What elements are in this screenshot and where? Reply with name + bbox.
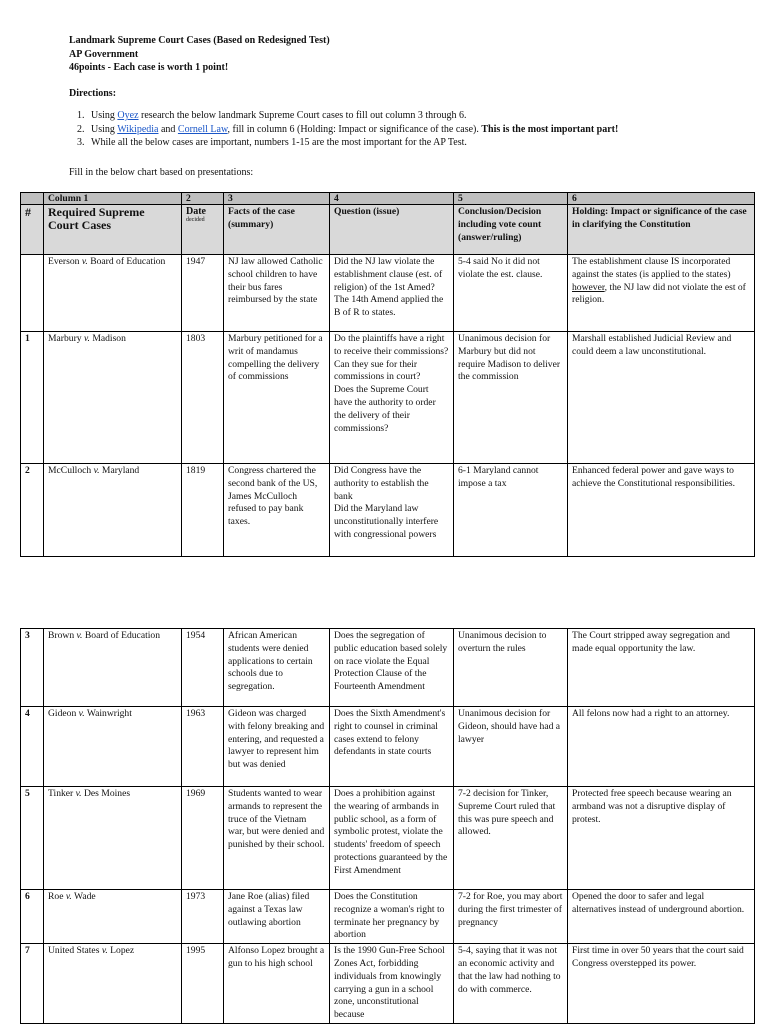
num-cell: 5 (21, 787, 44, 890)
case-row (21, 944, 755, 1024)
holding-cell: Protected free speech because wearing an armband was not a disruptive display of protest. (568, 787, 755, 890)
direction-item: 1. Using Oyez research the below landmark Supreme Court cases to fill out column 3 through 6. (87, 109, 747, 123)
num-cell: 2 (21, 464, 44, 557)
oyez-link[interactable]: Oyez (117, 110, 139, 121)
document-header (69, 34, 330, 75)
case-name-cell: Marbury v. Madison (44, 332, 182, 464)
cases-table-bottom (20, 628, 755, 1024)
conclusion-cell: 7-2 for Roe, you may abort during the first trimester of pregnancy (454, 890, 568, 944)
year-cell: 1969 (182, 787, 224, 890)
conclusion-cell: Unanimous decision for Marbury but did not require Madison to deliver the commission (454, 332, 568, 464)
num-cell (21, 255, 44, 332)
header-row (21, 205, 755, 255)
conclusion-cell: Unanimous decision to overturn the rules (454, 629, 568, 707)
directions-list (69, 109, 747, 150)
question-cell: Did the NJ law violate the establishment clause (est. of religion) of the 1st Amed? The 14th Amend applied the B of R to states. (330, 255, 454, 332)
holding-cell: First time in over 50 years that the court said Congress overstepped its power. (568, 944, 755, 1024)
case-row (21, 787, 755, 890)
header-date: Date decided (182, 205, 224, 255)
holding-cell: The Court stripped away segregation and made equal opportunity the law. (568, 629, 755, 707)
year-cell: 1995 (182, 944, 224, 1024)
num-cell: 4 (21, 707, 44, 787)
header-holding: Holding: Impact or significance of the case in clarifying the Constitution (568, 205, 755, 255)
points-note: 46points - Each case is worth 1 point! (69, 62, 229, 73)
column-number-row: Column 1 2 3 4 5 6 (21, 193, 755, 205)
holding-cell: All felons now had a right to an attorney. (568, 707, 755, 787)
question-cell: Is the 1990 Gun-Free School Zones Act, forbidding individuals from knowingly carrying a gun in a school zone, unconstitutional because (330, 944, 454, 1024)
case-name-cell: United States v. Lopez (44, 944, 182, 1024)
facts-cell: African American students were denied applications to certain schools due to segregation. (224, 629, 330, 707)
year-cell: 1963 (182, 707, 224, 787)
conclusion-cell: Unanimous decision for Gideon, should have had a lawyer (454, 707, 568, 787)
case-row (21, 707, 755, 787)
facts-cell: Alfonso Lopez brought a gun to his high school (224, 944, 330, 1024)
fill-instruction: Fill in the below chart based on presentations: (69, 167, 254, 178)
num-cell: 1 (21, 332, 44, 464)
year-cell: 1973 (182, 890, 224, 944)
case-name-cell: Tinker v. Des Moines (44, 787, 182, 890)
case-name-cell: Roe v. Wade (44, 890, 182, 944)
year-cell: 1819 (182, 464, 224, 557)
holding-cell: Marshall established Judicial Review and could deem a law unconstitutional. (568, 332, 755, 464)
year-cell: 1803 (182, 332, 224, 464)
question-cell: Does the Sixth Amendment's right to counsel in criminal cases extend to felony defendants in state courts (330, 707, 454, 787)
header-case: Required Supreme Court Cases (44, 205, 182, 255)
document-title: Landmark Supreme Court Cases (Based on Redesigned Test) (69, 35, 330, 46)
conclusion-cell: 7-2 decision for Tinker, Supreme Court ruled that this was pure speech and allowed. (454, 787, 568, 890)
header-num: # (21, 205, 44, 255)
holding-cell: Enhanced federal power and gave ways to achieve the Constitutional responsibilities. (568, 464, 755, 557)
course-name: AP Government (69, 48, 139, 60)
question-cell: Did Congress have the authority to establish the bank Did the Maryland law unconstitutionally interfere with congressional powers (330, 464, 454, 557)
conclusion-cell: 5-4, saying that it was not an economic activity and that the law had nothing to do with commerce. (454, 944, 568, 1024)
header-question: Question (issue) (330, 205, 454, 255)
question-cell: Does the Constitution recognize a woman's right to terminate her pregnancy by abortion (330, 890, 454, 944)
direction-item: 3. While all the below cases are important, numbers 1-15 are the most important for the AP Test. (87, 136, 747, 150)
header-conclusion: Conclusion/Decision including vote count (answer/ruling) (454, 205, 568, 255)
header-facts: Facts of the case (summary) (224, 205, 330, 255)
holding-cell: Opened the door to safer and legal alternatives instead of underground abortion. (568, 890, 755, 944)
num-cell: 7 (21, 944, 44, 1024)
year-cell: 1947 (182, 255, 224, 332)
case-row (21, 464, 755, 557)
conclusion-cell: 6-1 Maryland cannot impose a tax (454, 464, 568, 557)
holding-cell: The establishment clause IS incorporated against the states (is applied to the states) however, the NJ law did not violate the est of religion. (568, 255, 755, 332)
year-cell: 1954 (182, 629, 224, 707)
case-name-cell: Everson v. Board of Education (44, 255, 182, 332)
facts-cell: Students wanted to wear armands to represent the truce of the Vietnam war, but were denied and punished by their school. (224, 787, 330, 890)
num-cell: 6 (21, 890, 44, 944)
question-cell: Do the plaintiffs have a right to receive their commissions? Can they sue for their commissions in court? Does the Supreme Court have the authority to order the delivery of their commissions? (330, 332, 454, 464)
case-row (21, 629, 755, 707)
facts-cell: Marbury petitioned for a writ of mandamus compelling the delivery of commissions (224, 332, 330, 464)
directions-title: Directions: (69, 88, 117, 99)
facts-cell: NJ law allowed Catholic school children to have their bus fares reimbursed by the state (224, 255, 330, 332)
cases-table-top (20, 192, 755, 557)
question-cell: Does a prohibition against the wearing of armbands in public school, as a form of symbolic protest, violate the students' freedom of speech protections guaranteed by the First Amendment (330, 787, 454, 890)
cornell-law-link[interactable]: Cornell Law (177, 123, 228, 135)
case-row (21, 890, 755, 944)
case-name-cell: McCulloch v. Maryland (44, 464, 182, 557)
direction-item: 2. Using Wikipedia and Cornell Law, fill in column 6 (Holding: Impact or significance of the case). This is the most important part! (87, 123, 747, 137)
case-row (21, 332, 755, 464)
wikipedia-link[interactable]: Wikipedia (117, 123, 159, 135)
num-cell: 3 (21, 629, 44, 707)
facts-cell: Jane Roe (alias) filed against a Texas law outlawing abortion (224, 890, 330, 944)
conclusion-cell: 5-4 said No it did not violate the est. clause. (454, 255, 568, 332)
case-name-cell: Brown v. Board of Education (44, 629, 182, 707)
case-name-cell: Gideon v. Wainwright (44, 707, 182, 787)
facts-cell: Gideon was charged with felony breaking and entering, and requested a lawyer to represent him but was denied (224, 707, 330, 787)
case-row (21, 255, 755, 332)
question-cell: Does the segregation of public education based solely on race violate the Equal Protection Clause of the Fourteenth Amendment (330, 629, 454, 707)
facts-cell: Congress chartered the second bank of the US, James McCulloch refused to pay bank taxes. (224, 464, 330, 557)
